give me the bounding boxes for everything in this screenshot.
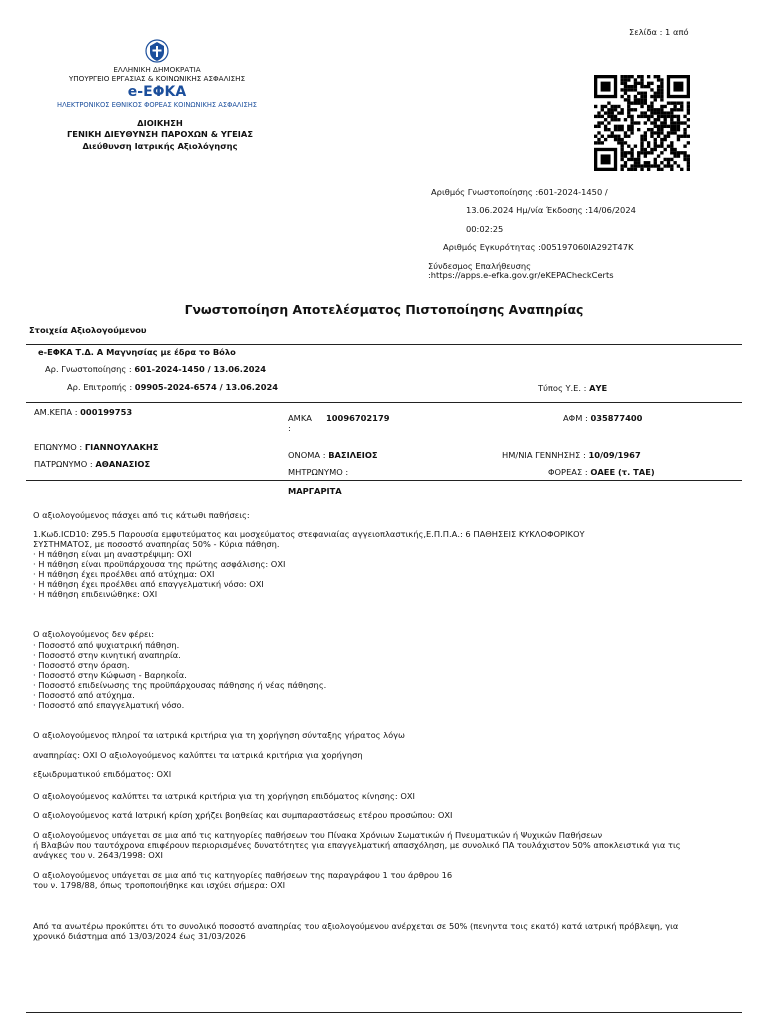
first-name-row — [288, 451, 378, 461]
ministry-label: ΥΠΟΥΡΓΕΙΟ ΕΡΓΑΣΙΑΣ & ΚΟΙΝΩΝΙΚΗΣ ΑΣΦΑΛΙΣΗΣ — [68, 74, 246, 83]
efka-full-name: ΗΛΕΚΤΡΟΝΙΚΟΣ ΕΘΝΙΚΟΣ ΦΟΡΕΑΣ ΚΟΙΝΩΝΙΚΗΣ ΑΣΦΑΛΙΣΗΣ — [57, 101, 257, 109]
birthdate-row — [502, 451, 641, 461]
surname-value: ΓΙΑΝΝΟΥΛΑΚΗΣ — [84, 442, 159, 452]
committee-value: 09905-2024-6574 / 13.06.2024 — [134, 382, 279, 392]
notice-number-line: Αριθμός Γνωστοποίησης :601-2024-1450 / — [431, 187, 608, 197]
conditions-intro: Ο αξιολογούμενος πάσχει από τις κάτωθι παθήσεις: — [33, 510, 250, 520]
republic-label: ΕΛΛΗΝΙΚΗ ΔΗΜΟΚΡΑΤΙΑ — [113, 65, 201, 74]
condition-detail: · Η πάθηση έχει προέλθει από επαγγελματική νόσο: ΟΧΙ — [33, 579, 264, 589]
afm-label: ΑΦΜ : — [563, 413, 588, 423]
condition-detail: · Η πάθηση έχει προέλθει από ατύχημα: ΟΧΙ — [33, 569, 215, 579]
greek-emblem-icon — [144, 38, 170, 64]
condition-detail: · Η πάθηση είναι μη αναστρέψιμη: ΟΧΙ — [33, 549, 192, 559]
not-carrying-item: · Ποσοστό επιδείνωσης της προϋπάρχουσας πάθησης ή νέας πάθησης. — [33, 680, 327, 690]
case-notice-value: 601-2024-1450 / 13.06.2024 — [134, 364, 267, 374]
section-title: Στοιχεία Αξιολογούμενου — [29, 325, 147, 335]
issue-time-line: 00:02:25 — [466, 224, 504, 234]
mobility-allowance-statement: Ο αξιολογούμενος καλύπτει τα ιατρικά κριτήρια για τη χορήγηση επιδόματος κίνησης: ΟΧΙ — [33, 791, 416, 801]
fathers-name-value: ΑΘΑΝΑΣΙΟΣ — [95, 459, 151, 469]
not-carrying-intro: Ο αξιολογούμενος δεν φέρει: — [33, 629, 155, 639]
type-value: ΑΥΕ — [589, 383, 608, 393]
committee-row — [67, 383, 278, 393]
pension-criteria-line-2: αναπηρίας: ΟΧΙ Ο αξιολογούμενος καλύπτει τα ιατρικά κριτήρια για χορήγηση — [33, 750, 363, 760]
not-carrying-item: · Ποσοστό από ψυχιατρική πάθηση. — [33, 640, 180, 650]
article16-line-1: Ο αξιολογούμενος υπάγεται σε μια από τις κατηγορίες παθήσεων της παραγράφου 1 του άρθρου 16 — [33, 870, 453, 880]
case-notice-label: Αρ. Γνωστοποίησης : — [45, 364, 132, 374]
article16-line-2: του ν. 1798/88, όπως τροποποιήθηκε και ισχύει σήμερα: ΟΧΙ — [33, 880, 286, 890]
first-name-value: ΒΑΣΙΛΕΙΟΣ — [328, 450, 378, 460]
condition-item-line-1: 1.Κωδ.ICD10: Z95.5 Παρουσία εμφυτεύματος και μοσχεύματος στεφανιαίας αγγειοπλαστικής,Ε.Π.Π.Α.: 6 ΠΑΘΗΣΕΙΣ ΚΥΚΛΟΦΟΡΙΚΟΥ — [33, 529, 585, 539]
fathers-name-row — [34, 460, 150, 470]
chronic-conditions-line-2: ή Βλαβών που ταυτόχρονα επιφέρουν περιορισμένες δυνατότητες για επαγγελματική απασχόληση, με συνολικό ΠΑ τουλάχιστον 50% αποκλειστικά για τις — [33, 840, 681, 850]
issue-date-line: 13.06.2024 Ημ/νία Έκδοσης :14/06/2024 — [466, 205, 636, 215]
assistance-statement: Ο αξιολογούμενος κατά Ιατρική κρίση χρήζει βοηθείας και συμπαραστάσεως ετέρου προσώπου: ΟΧΙ — [33, 810, 453, 820]
type-label: Τύπος Υ.Ε. : — [538, 383, 587, 393]
qr-code — [594, 75, 690, 171]
case-notice-row — [45, 365, 266, 375]
divider-top — [26, 344, 742, 345]
surname-label: ΕΠΩΝΥΜΟ : — [34, 442, 83, 452]
condition-detail: · Η πάθηση επιδεινώθηκε: ΟΧΙ — [33, 589, 158, 599]
fathers-name-label: ΠΑΤΡΩΝΥΜΟ : — [34, 459, 93, 469]
birthdate-value: 10/09/1967 — [588, 450, 641, 460]
pension-criteria-line-1: Ο αξιολογούμενος πληροί τα ιατρικά κριτήρια για τη χορήγηση σύνταξης γήρατος λόγω — [33, 730, 406, 740]
efka-logo-text: e-ΕΦΚΑ — [127, 84, 187, 100]
afm-row — [563, 414, 642, 424]
footer-divider — [26, 1012, 742, 1013]
first-name-label: ΟΝΟΜΑ : — [288, 450, 326, 460]
conclusion-line-1: Από τα ανωτέρω προκύπτει ότι το συνολικό ποσοστό αναπηρίας του αξιολογούμενου ανέρχεται σε 50% (πενηντα τοις εκατό) κατά ιατρική πρόβλεψη, για — [33, 921, 679, 931]
amka-colon: : — [288, 423, 291, 433]
pension-criteria-line-3: εξωιδρυματικού επιδόματος: ΟΧΙ — [33, 769, 172, 779]
not-carrying-item: · Ποσοστό από ατύχημα. — [33, 690, 135, 700]
condition-detail: · Η πάθηση είναι προϋπάρχουσα της πρώτης ασφάλισης: ΟΧΙ — [33, 559, 286, 569]
amkepa-value: 000199753 — [80, 407, 133, 417]
mothers-name-label: ΜΗΤΡΩΝΥΜΟ : — [288, 467, 349, 477]
conclusion-line-2: χρονικό διάστημα από 13/03/2024 έως 31/03/2026 — [33, 931, 246, 941]
chronic-conditions-line-3: ανάγκες του ν. 2643/1998: ΟΧΙ — [33, 850, 163, 860]
not-carrying-item: · Ποσοστό από επαγγελματική νόσο. — [33, 700, 185, 710]
directorate-label: ΓΕΝΙΚΗ ΔΙΕΥΘΥΝΣΗ ΠΑΡΟΧΩΝ & ΥΓΕΙΑΣ — [67, 129, 253, 139]
amkepa-label: ΑΜ.ΚΕΠΑ : — [34, 407, 78, 417]
division-label: Διεύθυνση Ιατρικής Αξιολόγησης — [82, 141, 238, 151]
verification-link-url: :https://apps.e-efka.gov.gr/eKEPACheckCerts — [428, 270, 614, 280]
divider-middle — [26, 402, 742, 403]
surname-row — [34, 443, 159, 453]
afm-value: 035877400 — [590, 413, 643, 423]
verification-link-label: Σύνδεσμος Επαλήθευσης — [428, 261, 531, 271]
fund-row — [548, 468, 655, 478]
page-number: Σελίδα : 1 από — [629, 27, 689, 37]
amkepa-row — [34, 408, 132, 418]
document-title: Γνωστοποίηση Αποτελέσματος Πιστοποίησης Αναπηρίας — [184, 302, 584, 317]
not-carrying-item: · Ποσοστό στην όραση. — [33, 660, 130, 670]
amka-label: ΑΜΚΑ — [288, 413, 312, 423]
condition-item-line-2: ΣΥΣΤΗΜΑΤΟΣ, με ποσοστό αναπηρίας 50% - Κύρια πάθηση. — [33, 539, 280, 549]
administration-label: ΔΙΟΙΚΗΣΗ — [137, 118, 183, 128]
birthdate-label: ΗΜ/ΝΙΑ ΓΕΝΝΗΣΗΣ : — [502, 450, 586, 460]
chronic-conditions-line-1: Ο αξιολογούμενος υπάγεται σε μια από τις κατηγορίες παθήσεων του Πίνακα Χρόνιων Σωματικών ή Πνευματικών ή Ψυχικών Παθήσεων — [33, 830, 603, 840]
validity-number-line: Αριθμός Εγκυρότητας :005197060IA292T47K — [443, 242, 634, 252]
fund-label: ΦΟΡΕΑΣ : — [548, 467, 588, 477]
office-name: e-ΕΦΚΑ Τ.Δ. Α Μαγνησίας με έδρα το Βόλο — [38, 347, 236, 357]
mothers-name-value: ΜΑΡΓΑΡΙΤΑ — [288, 486, 342, 496]
amka-value: 10096702179 — [326, 413, 390, 423]
type-row — [538, 384, 607, 394]
not-carrying-item: · Ποσοστό στην Κώφωση - Βαρηκοΐα. — [33, 670, 187, 680]
committee-label: Αρ. Επιτροπής : — [67, 382, 133, 392]
not-carrying-item: · Ποσοστό στην κινητική αναπηρία. — [33, 650, 181, 660]
fund-value: ΟΑΕΕ (τ. ΤΑΕ) — [590, 467, 655, 477]
divider-bottom — [26, 480, 742, 481]
